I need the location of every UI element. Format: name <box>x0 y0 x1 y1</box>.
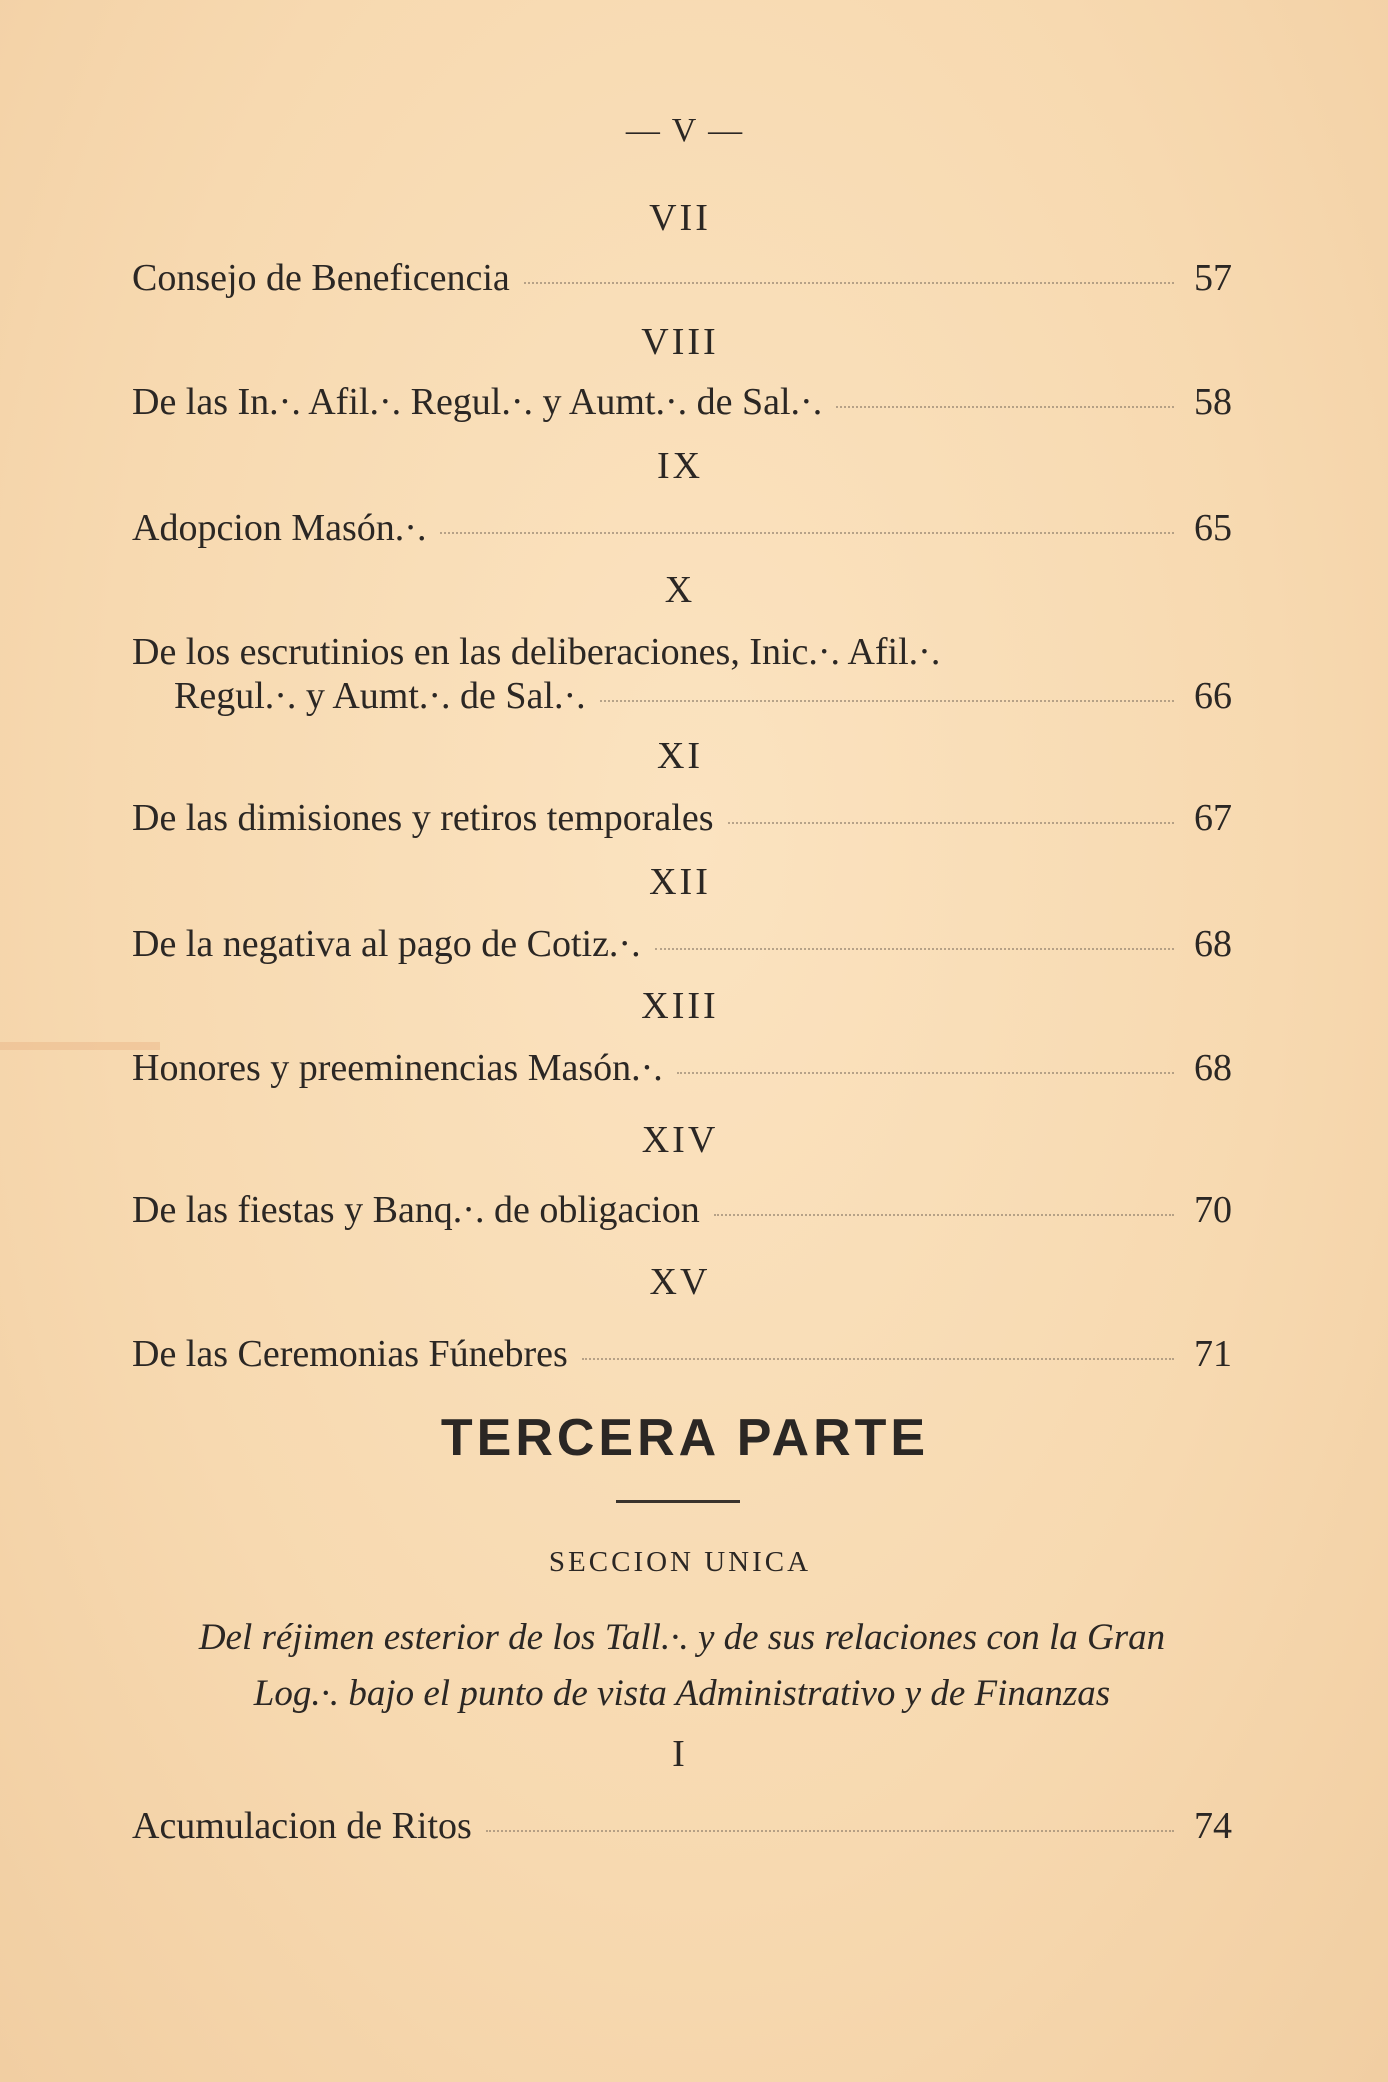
entry-title: Honores y preeminencias Masón.·. <box>132 1047 663 1089</box>
chapter-numeral-ix: IX <box>656 445 704 487</box>
chapter-numeral-viii: VIII <box>641 321 719 363</box>
toc-entry-x <box>132 630 1232 718</box>
toc-entry-xiv <box>132 1188 1232 1232</box>
dot-leader <box>655 948 1174 950</box>
toc-entry-i <box>132 1804 1232 1848</box>
subtitle-line-1: Del réjimen esterior de los Tall.·. y de sus relaciones con la Gran <box>198 1617 1166 1658</box>
toc-entry-xii <box>132 922 1232 966</box>
title-rule <box>616 1500 740 1503</box>
toc-line <box>132 256 1232 300</box>
page-number: 71 <box>1194 1333 1232 1375</box>
chapter-numeral-xv: XV <box>649 1261 711 1303</box>
dot-leader <box>440 532 1174 534</box>
toc-line <box>132 1804 1232 1848</box>
toc-entry-xiii <box>132 1046 1232 1090</box>
dot-leader <box>714 1214 1174 1216</box>
toc-line <box>132 630 1232 674</box>
page-number: 67 <box>1194 797 1232 839</box>
chapter-numeral-x: X <box>664 569 696 611</box>
part-title: TERCERA PARTE <box>440 1409 930 1467</box>
toc-entry-viii <box>132 380 1232 424</box>
page-number: 68 <box>1194 1047 1232 1089</box>
entry-title: Acumulacion de Ritos <box>132 1805 472 1847</box>
chapter-numeral-xiii: XIII <box>641 985 719 1027</box>
entry-title: Consejo de Beneficencia <box>132 257 510 299</box>
entry-title: De las dimisiones y retiros temporales <box>132 797 714 839</box>
dot-leader <box>677 1072 1174 1074</box>
dot-leader <box>836 406 1174 408</box>
dot-leader <box>728 822 1175 824</box>
toc-entry-xv <box>132 1332 1232 1376</box>
page-number: 65 <box>1194 507 1232 549</box>
chapter-numeral-xi: XI <box>656 735 704 777</box>
page-number: 58 <box>1194 381 1232 423</box>
entry-title: De las Ceremonias Fúnebres <box>132 1333 568 1375</box>
toc-entry-vii <box>132 256 1232 300</box>
toc-line <box>132 380 1232 424</box>
page-folio: — V — <box>625 112 745 149</box>
entry-title: De las fiestas y Banq.·. de obligacion <box>132 1189 700 1231</box>
page-number: 70 <box>1194 1189 1232 1231</box>
toc-line <box>132 1046 1232 1090</box>
toc-line <box>132 674 1232 718</box>
chapter-numeral-xiv: XIV <box>641 1119 719 1161</box>
page-number: 66 <box>1194 675 1232 717</box>
page-number: 74 <box>1194 1805 1232 1847</box>
dot-leader <box>524 282 1174 284</box>
toc-line <box>132 1332 1232 1376</box>
chapter-numeral-xii: XII <box>649 861 711 903</box>
dot-leader <box>600 700 1174 702</box>
toc-line <box>132 922 1232 966</box>
entry-title: De los escrutinios en las deliberaciones, Inic.·. Afil.·. <box>132 631 941 673</box>
page-number: 68 <box>1194 923 1232 965</box>
entry-title-continued: Regul.·. y Aumt.·. de Sal.·. <box>174 675 586 717</box>
toc-line <box>132 506 1232 550</box>
entry-title: De las In.·. Afil.·. Regul.·. y Aumt.·. de Sal.·. <box>132 381 823 423</box>
dot-leader <box>486 1830 1174 1832</box>
entry-title: Adopcion Masón.·. <box>132 507 427 549</box>
toc-entry-ix <box>132 506 1232 550</box>
section-label: SECCION UNICA <box>548 1546 812 1578</box>
dot-leader <box>582 1358 1174 1360</box>
page-number: 57 <box>1194 257 1232 299</box>
chapter-numeral-i: I <box>672 1733 688 1775</box>
toc-line <box>132 1188 1232 1232</box>
toc-entry-xi <box>132 796 1232 840</box>
section-subtitle <box>132 1610 1232 1722</box>
toc-line <box>132 796 1232 840</box>
subtitle-line-2: Log.·. bajo el punto de vista Administrativo y de Finanzas <box>253 1673 1111 1714</box>
chapter-numeral-vii: VII <box>649 197 711 239</box>
entry-title: De la negativa al pago de Cotiz.·. <box>132 923 641 965</box>
